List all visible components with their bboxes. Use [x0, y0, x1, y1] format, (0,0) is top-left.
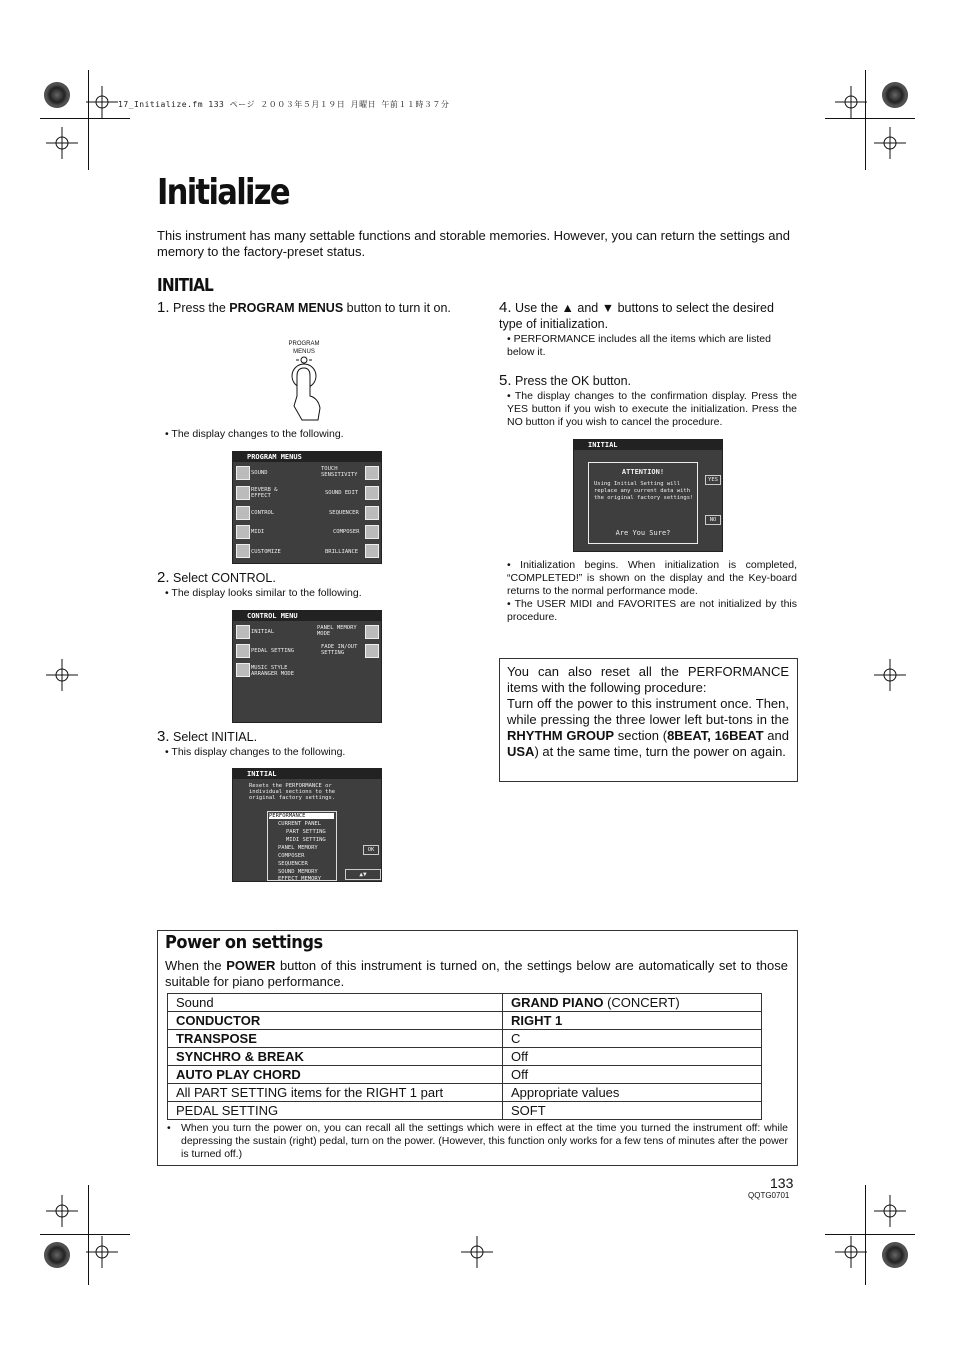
midi-icon: [236, 525, 250, 539]
table-row: [168, 1030, 762, 1048]
crop-mark: [40, 118, 130, 119]
lcd-item[interactable]: CUSTOMIZE: [251, 549, 281, 555]
list-item[interactable]: PERFORMANCE: [269, 813, 334, 819]
list-item[interactable]: SEQUENCER: [278, 861, 308, 867]
crop-mark: [40, 1234, 130, 1235]
lcd-item[interactable]: SOUND: [251, 470, 268, 476]
step-2-note: • The display looks similar to the following.: [165, 587, 362, 599]
lcd-control-menu: [232, 610, 382, 723]
list-item[interactable]: CURRENT PANEL: [278, 821, 322, 827]
section-heading-initial: INITIAL: [157, 275, 213, 296]
power-note: When you turn the power on, you can recall all the settings which were in effect at the time you turned the instrument off: while depressing the sustain (right) pedal, turn on the power. (However, this function only works for a few tens of minutes after the power is turned off.): [181, 1122, 788, 1160]
lcd-item[interactable]: INITIAL: [251, 629, 275, 635]
sound-edit-icon: [365, 486, 379, 500]
touch-icon: [365, 466, 379, 480]
initial-icon: [236, 625, 250, 639]
table-row: [168, 1102, 762, 1120]
attention-heading: ATTENTION!: [621, 468, 665, 476]
sequencer-icon: [365, 506, 379, 520]
lcd-item[interactable]: CONTROL: [251, 510, 275, 516]
crosshair-icon: [461, 1236, 493, 1268]
list-item[interactable]: PART SETTING: [286, 829, 326, 835]
registration-target-icon: [44, 82, 70, 108]
button-label: PROGRAM MENUS: [288, 341, 320, 355]
crosshair-icon: [874, 659, 906, 691]
lcd-item[interactable]: TOUCH SENSITIVITY: [321, 466, 358, 478]
list-item[interactable]: COMPOSER: [278, 853, 305, 859]
lcd-title: CONTROL MENU: [233, 611, 381, 621]
pedal-icon: [236, 644, 250, 658]
setting-value: GRAND PIANO (CONCERT): [503, 994, 762, 1012]
step-4-note: • PERFORMANCE includes all the items which are listed below it.: [507, 333, 771, 358]
step-1-note: • The display changes to the following.: [165, 428, 344, 440]
reverb-icon: [236, 486, 250, 500]
page-number: 133: [770, 1175, 794, 1191]
crosshair-icon: [874, 1195, 906, 1227]
crop-mark: [825, 1234, 915, 1235]
brilliance-icon: [365, 544, 379, 558]
list-item[interactable]: PANEL MEMORY: [278, 845, 318, 851]
crop-mark: [825, 118, 915, 119]
crop-mark: [88, 70, 89, 170]
lcd-confirm: [573, 439, 723, 552]
crosshair-icon: [46, 127, 78, 159]
power-on-heading: Power on settings: [165, 932, 323, 953]
attention-message: Using Initial Setting will replace any current data with the original factory settings!: [594, 481, 694, 501]
music-style-icon: [236, 663, 250, 677]
crosshair-icon: [46, 1195, 78, 1227]
setting-value: Appropriate values: [503, 1084, 762, 1102]
sound-icon: [236, 466, 250, 480]
lcd-item[interactable]: REVERB & EFFECT: [251, 487, 278, 499]
registration-target-icon: [882, 1242, 908, 1268]
list-item[interactable]: SOUND MEMORY: [278, 869, 318, 875]
step-3: 3. Select INITIAL.: [157, 728, 258, 745]
completion-note: • Initialization begins. When initialization is completed, “COMPLETED!” is shown on the display and the Key-board returns to the normal performance mode.: [507, 559, 797, 597]
lcd-item[interactable]: MUSIC STYLE ARRANGER MODE: [251, 665, 295, 677]
intro-text: This instrument has many settable functions and storable memories. However, you can return the settings and memory to the factory-preset status.: [157, 228, 790, 259]
lcd-item[interactable]: PANEL MEMORY MODE: [317, 625, 357, 637]
fade-icon: [365, 644, 379, 658]
scroll-arrows-icon[interactable]: ▲▼: [345, 869, 381, 880]
lcd-title: INITIAL: [574, 440, 722, 450]
attention-dialog: [588, 462, 698, 544]
setting-value: C: [503, 1030, 762, 1048]
power-on-settings-table: [167, 993, 762, 1120]
power-on-intro: When the POWER button of this instrument is turned on, the settings below are automatically set to those suitable for piano performance.: [165, 958, 788, 989]
step-5-note: • The display changes to the confirmation display. Press the YES button if you wish to execute the initialization. Press the NO button if you wish to cancel the procedure.: [507, 390, 797, 428]
setting-value: Off: [503, 1048, 762, 1066]
lcd-item[interactable]: SOUND EDIT: [325, 490, 359, 496]
yes-button[interactable]: YES: [705, 475, 721, 485]
hand-pressing-icon: [282, 356, 327, 422]
composer-icon: [365, 525, 379, 539]
reset-tip-box: [499, 658, 798, 782]
lcd-item[interactable]: BRILLIANCE: [325, 549, 359, 555]
setting-name: TRANSPOSE: [168, 1030, 503, 1048]
table-row: [168, 994, 762, 1012]
panel-memory-icon: [365, 625, 379, 639]
lcd-list: [267, 811, 337, 881]
lcd-initial: [232, 768, 382, 882]
lcd-item[interactable]: PEDAL SETTING: [251, 648, 295, 654]
setting-name: Sound: [168, 994, 503, 1012]
crop-mark: [865, 1185, 866, 1285]
no-button[interactable]: NO: [705, 515, 721, 525]
program-menus-button-illustration: [282, 340, 327, 422]
customize-icon: [236, 544, 250, 558]
list-item[interactable]: EFFECT MEMORY: [278, 876, 322, 882]
list-item[interactable]: MIDI SETTING: [286, 837, 326, 843]
lcd-item[interactable]: SEQUENCER: [329, 510, 359, 516]
step-1: 1. Press the PROGRAM MENUS button to turn it on.: [157, 299, 451, 316]
step-3-note: • This display changes to the following.: [165, 746, 346, 758]
crosshair-icon: [86, 86, 118, 118]
table-row: [168, 1012, 762, 1030]
setting-name: AUTO PLAY CHORD: [168, 1066, 503, 1084]
user-midi-note: • The USER MIDI and FAVORITES are not initialized by this procedure.: [507, 598, 797, 623]
crop-mark: [88, 1185, 89, 1285]
setting-name: SYNCHRO & BREAK: [168, 1048, 503, 1066]
setting-name: All PART SETTING items for the RIGHT 1 part: [168, 1084, 503, 1102]
setting-name: PEDAL SETTING: [168, 1102, 503, 1120]
lcd-item[interactable]: MIDI: [251, 529, 265, 535]
setting-value: RIGHT 1: [503, 1012, 762, 1030]
lcd-description: Resets the PERFORMANCE or individual sections to the original factory settings.: [249, 783, 336, 801]
crosshair-icon: [835, 86, 867, 118]
file-header: 17_Initialize.fm 133 ページ ２００３年５月１９日 月曜日 午前１１時３７分: [118, 100, 450, 109]
step-5: 5. Press the OK button.: [499, 372, 632, 389]
table-row: [168, 1048, 762, 1066]
table-row: [168, 1084, 762, 1102]
setting-name: CONDUCTOR: [168, 1012, 503, 1030]
table-row: [168, 1066, 762, 1084]
lcd-program-menus: [232, 451, 382, 564]
power-note-bullet: •: [167, 1122, 171, 1134]
crosshair-icon: [874, 127, 906, 159]
crosshair-icon: [835, 1236, 867, 1268]
crop-mark: [865, 70, 866, 170]
registration-target-icon: [882, 82, 908, 108]
ok-button[interactable]: OK: [363, 845, 379, 855]
confirm-question: Are You Sure?: [615, 529, 671, 537]
lcd-title: INITIAL: [233, 769, 381, 779]
lcd-item[interactable]: COMPOSER: [333, 529, 360, 535]
crosshair-icon: [86, 1236, 118, 1268]
crosshair-icon: [46, 659, 78, 691]
page-title: Initialize: [157, 172, 289, 213]
reset-tip-text: You can also reset all the PERFORMANCE items with the following procedure: Turn off the power to this instrument once. Then, while pressing the three lower left but-tons in the RHYTHM GROUP section (8BEAT, 16BEAT and USA) at the same time, turn the power on again.: [507, 664, 789, 759]
setting-value: Off: [503, 1066, 762, 1084]
registration-target-icon: [44, 1242, 70, 1268]
lcd-item[interactable]: FADE IN/OUT SETTING: [321, 644, 358, 656]
step-2: 2. Select CONTROL.: [157, 569, 276, 586]
control-icon: [236, 506, 250, 520]
setting-value: SOFT: [503, 1102, 762, 1120]
doc-code: QQTG0701: [748, 1191, 790, 1200]
lcd-title: PROGRAM MENUS: [233, 452, 381, 462]
step-4: 4. Use the ▲ and ▼ buttons to select the desired type of initialization.: [499, 299, 774, 331]
